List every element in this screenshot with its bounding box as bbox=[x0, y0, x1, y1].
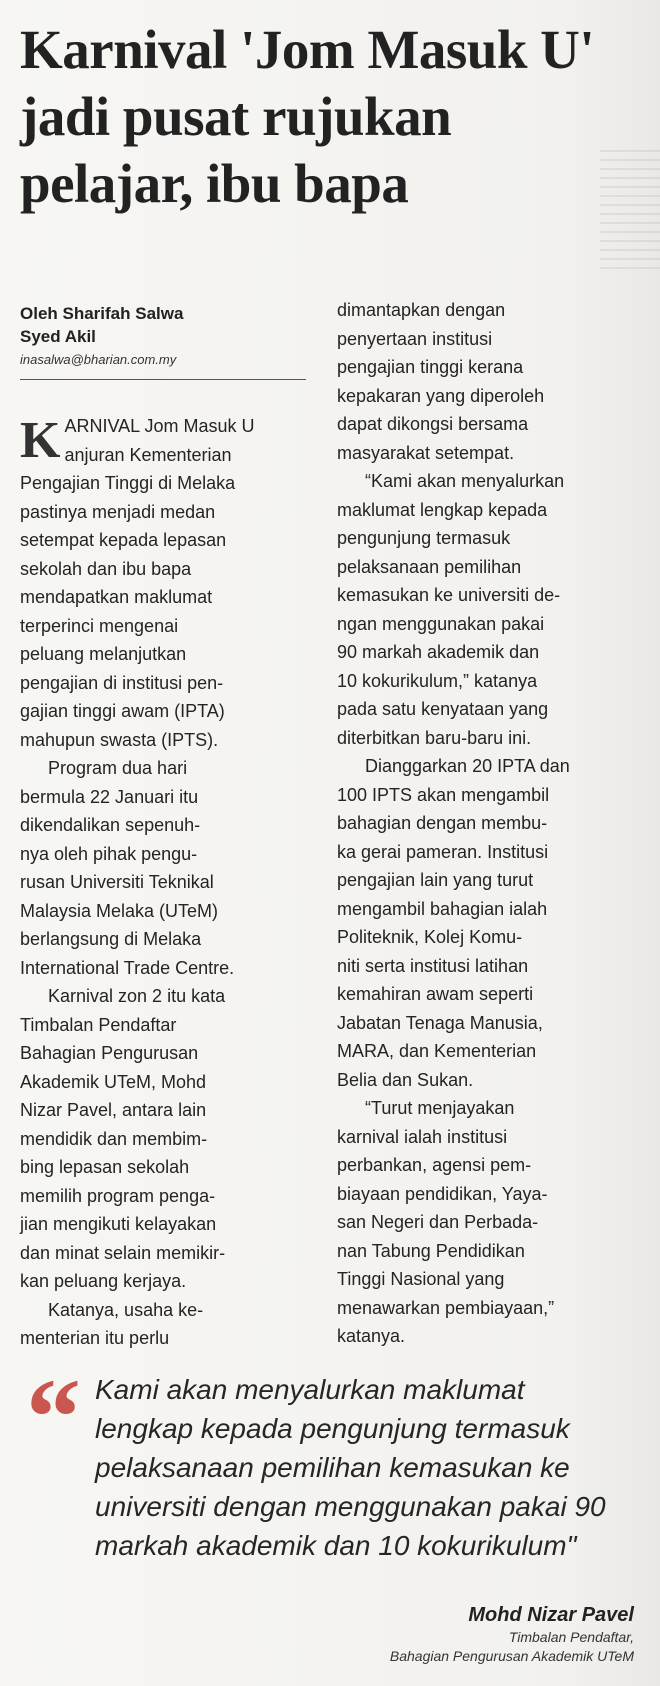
body-text-line: kemasukan ke universiti de- bbox=[337, 585, 561, 605]
body-text-line: ngan menggunakan pakai bbox=[337, 613, 545, 634]
right-column-lines bbox=[337, 296, 622, 1351]
body-text-line: bermula 22 Januari itu bbox=[20, 786, 199, 807]
body-text-line: kan peluang kerjaya. bbox=[20, 1271, 187, 1291]
pull-quote-line: universiti dengan menggunakan pakai 90 bbox=[95, 1491, 606, 1522]
body-text-line: diterbitkan baru-baru ini. bbox=[337, 727, 532, 748]
quote-attribution bbox=[390, 1602, 634, 1666]
body-text-line: mendidik dan membim- bbox=[20, 1128, 208, 1149]
body-text-line: karnival ialah institusi bbox=[337, 1126, 508, 1147]
body-text-line: jian mengikuti kelayakan bbox=[20, 1214, 217, 1234]
body-text-line: nya oleh pihak pengu- bbox=[20, 843, 198, 864]
body-text-line: rusan Universiti Teknikal bbox=[20, 872, 214, 892]
body-text-line: pengunjung termasuk bbox=[337, 528, 511, 548]
body-column-left bbox=[20, 412, 305, 1353]
body-text-line: Program dua hari bbox=[48, 758, 188, 778]
body-text-line: katanya. bbox=[337, 1326, 406, 1346]
pull-quote-line: pelaksanaan pemilihan kemasukan ke bbox=[95, 1452, 570, 1483]
body-text-line: Dianggarkan 20 IPTA dan bbox=[365, 756, 570, 776]
pull-quote-line: lengkap kepada pengunjung termasuk bbox=[95, 1413, 570, 1444]
body-text-line: penyertaan institusi bbox=[337, 328, 493, 349]
pull-quote-line: markah akademik dan 10 kokurikulum" bbox=[95, 1530, 577, 1561]
body-text-line: san Negeri dan Perbada- bbox=[337, 1212, 539, 1232]
body-text-line: Nizar Pavel, antara lain bbox=[20, 1100, 207, 1120]
body-text-line: berlangsung di Melaka bbox=[20, 929, 202, 949]
body-text-line: mahupun swasta (IPTS). bbox=[20, 729, 219, 750]
attribution-title-line: Timbalan Pendaftar, bbox=[508, 1629, 634, 1645]
headline-line: jadi pusat rujukan bbox=[20, 86, 452, 147]
body-text-line: Akademik UTeM, Mohd bbox=[20, 1071, 207, 1092]
body-text-line: Belia dan Sukan. bbox=[337, 1069, 474, 1090]
body-text-line: pada satu kenyataan yang bbox=[337, 699, 549, 719]
body-text-line: International Trade Centre. bbox=[20, 957, 235, 978]
body-text-line: mendapatkan maklumat bbox=[20, 587, 213, 607]
pull-quote-line: Kami akan menyalurkan maklumat bbox=[95, 1374, 525, 1405]
body-text-line: ARNIVAL Jom Masuk U bbox=[64, 416, 255, 436]
body-text-line: Bahagian Pengurusan bbox=[20, 1043, 199, 1063]
body-text-line: bahagian dengan membu- bbox=[337, 813, 548, 833]
body-text-line: gajian tinggi awam (IPTA) bbox=[20, 701, 225, 721]
body-text-line: menterian itu perlu bbox=[20, 1328, 170, 1348]
headline bbox=[20, 16, 645, 217]
author-email: inasalwa@bharian.com.my bbox=[20, 352, 177, 367]
drop-cap: K bbox=[20, 412, 61, 469]
body-text-line: Tinggi Nasional yang bbox=[337, 1269, 505, 1289]
body-text-line: Timbalan Pendaftar bbox=[20, 1014, 177, 1035]
body-text-line: menawarkan pembiayaan,” bbox=[337, 1297, 555, 1318]
body-text-line: peluang melanjutkan bbox=[20, 644, 187, 664]
body-text-line: Jabatan Tenaga Manusia, bbox=[337, 1012, 543, 1033]
body-text-line: Karnival zon 2 itu kata bbox=[48, 986, 226, 1006]
body-text-line: niti serta institusi latihan bbox=[337, 955, 529, 976]
body-text-line: terperinci mengenai bbox=[20, 615, 179, 636]
body-text-line: dimantapkan dengan bbox=[337, 300, 506, 320]
attribution-title-line: Bahagian Pengurusan Akademik UTeM bbox=[389, 1648, 634, 1664]
body-text-line: pengajian lain yang turut bbox=[337, 870, 534, 890]
body-text-line: kepakaran yang diperoleh bbox=[337, 385, 545, 406]
quote-mark-icon: “ bbox=[26, 1356, 81, 1478]
body-text-line: memilih program penga- bbox=[20, 1185, 216, 1206]
body-text-line: sekolah dan ibu bapa bbox=[20, 558, 192, 579]
pull-quote-text bbox=[95, 1370, 655, 1565]
attribution-name: Mohd Nizar Pavel bbox=[468, 1604, 634, 1626]
body-text-line: 10 kokurikulum,” katanya bbox=[337, 670, 538, 691]
body-text-line: nan Tabung Pendidikan bbox=[337, 1240, 525, 1261]
body-text-line: Malaysia Melaka (UTeM) bbox=[20, 900, 219, 921]
body-text-line: “Turut menjayakan bbox=[365, 1098, 515, 1118]
body-text-line: “Kami akan menyalurkan bbox=[365, 471, 565, 491]
author-line: Oleh Sharifah Salwa bbox=[20, 304, 184, 323]
body-text-line: pengajian tinggi kerana bbox=[337, 357, 524, 377]
body-text-line: 100 IPTS akan mengambil bbox=[337, 784, 550, 805]
body-text-line: 90 markah akademik dan bbox=[337, 642, 540, 662]
attribution-title bbox=[390, 1628, 634, 1666]
body-text-line: pelaksanaan pemilihan bbox=[337, 556, 522, 577]
body-text-line: ka gerai pameran. Institusi bbox=[337, 841, 549, 862]
body-text-line: maklumat lengkap kepada bbox=[337, 499, 548, 520]
body-text-line: Politeknik, Kolej Komu- bbox=[337, 927, 523, 947]
body-text-line: pengajian di institusi pen- bbox=[20, 672, 224, 693]
body-text-line: pastinya menjadi medan bbox=[20, 501, 216, 522]
body-text-line: setempat kepada lepasan bbox=[20, 530, 227, 550]
author-name bbox=[20, 302, 306, 348]
body-text-line: dan minat selain memikir- bbox=[20, 1242, 226, 1263]
body-text-line: bing lepasan sekolah bbox=[20, 1157, 190, 1177]
author-line: Syed Akil bbox=[20, 327, 96, 346]
body-text-line: biayaan pendidikan, Yaya- bbox=[337, 1183, 548, 1204]
byline bbox=[20, 302, 306, 369]
body-text-line: perbankan, agensi pem- bbox=[337, 1155, 532, 1175]
body-text-line: anjuran Kementerian bbox=[64, 444, 232, 465]
left-column-lines bbox=[20, 412, 305, 1353]
body-text-line: mengambil bahagian ialah bbox=[337, 898, 548, 919]
body-text-line: MARA, dan Kementerian bbox=[337, 1041, 537, 1061]
body-text-line: Katanya, usaha ke- bbox=[48, 1299, 204, 1320]
headline-line: Karnival 'Jom Masuk U' bbox=[20, 19, 595, 80]
body-column-right bbox=[337, 296, 622, 1351]
body-text-line: masyarakat setempat. bbox=[337, 442, 515, 463]
body-text-line: dikendalikan sepenuh- bbox=[20, 815, 201, 835]
byline-divider bbox=[20, 379, 306, 380]
body-text-line: Pengajian Tinggi di Melaka bbox=[20, 473, 236, 493]
body-text-line: kemahiran awam seperti bbox=[337, 984, 534, 1004]
body-text-line: dapat dikongsi bersama bbox=[337, 414, 529, 434]
headline-line: pelajar, ibu bapa bbox=[20, 153, 409, 214]
